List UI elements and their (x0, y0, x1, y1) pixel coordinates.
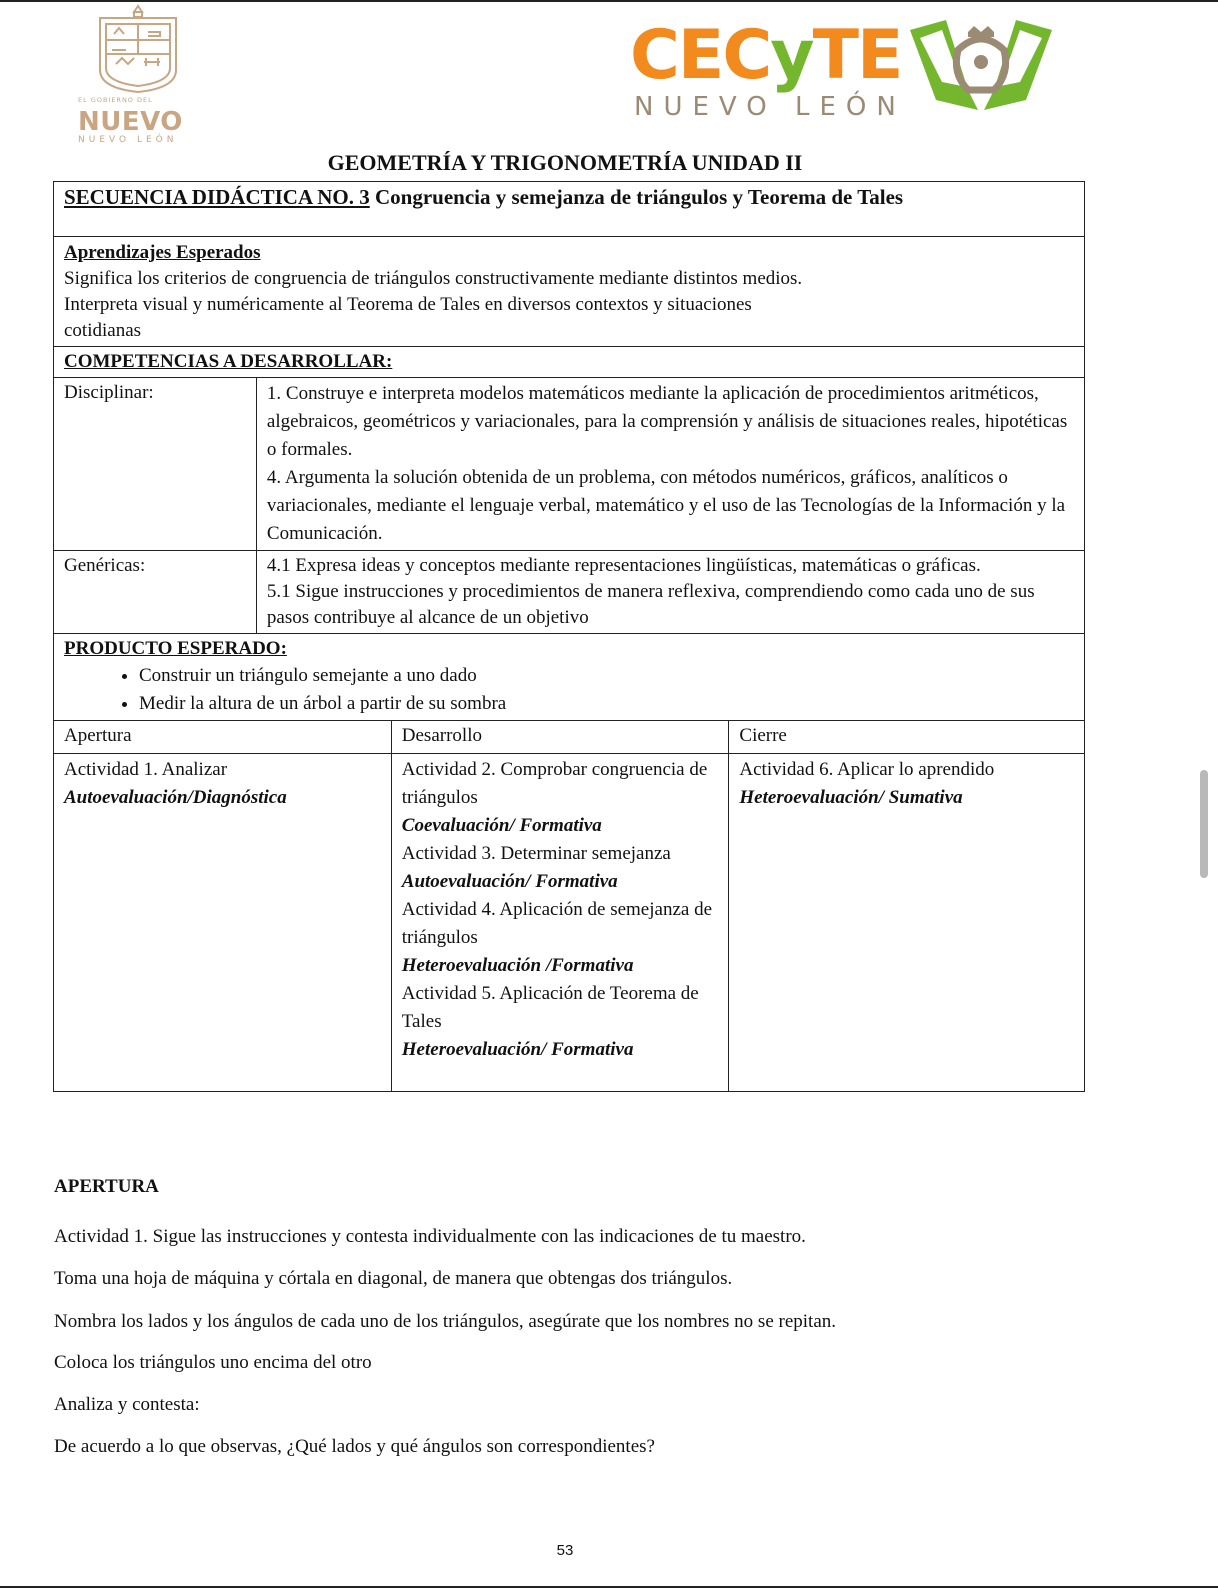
cecyte-word-part1: CEC (630, 16, 771, 95)
open-book-lion-icon (906, 20, 1056, 116)
instruction-paragraph-1: Actividad 1. Sigue las instrucciones y contesta individualmente con las indicaciones de tu maestro. (54, 1226, 806, 1247)
phase-apertura: Apertura (54, 721, 392, 754)
activity-1-evaluation: Autoevaluación/Diagnóstica (64, 787, 287, 808)
nl-sub-text: NUEVO LEÓN (78, 135, 178, 145)
activity-6: Actividad 6. Aplicar lo aprendido (739, 759, 995, 780)
product-list (64, 662, 1074, 718)
expected-learning-line-2: Interpreta visual y numéricamente al Teorema de Tales en diversos contextos y situaciones (64, 294, 752, 315)
coat-of-arms-icon (78, 4, 198, 96)
nl-small-text: EL GOBIERNO DEL (78, 96, 153, 104)
activity-4: Actividad 4. Aplicación de semejanza de triángulos (401, 899, 712, 948)
activity-3: Actividad 3. Determinar semejanza (401, 843, 671, 864)
apertura-heading: APERTURA (54, 1176, 159, 1197)
activity-3-evaluation: Autoevaluación/ Formativa (401, 871, 618, 892)
genericas-item-5-1: 5.1 Sigue instrucciones y procedimientos de manera reflexiva, comprendiendo como cada uno de sus pasos contribuye al alcance de un objetivo (266, 581, 1035, 628)
question-paragraph: De acuerdo a lo que observas, ¿Qué lados y qué ángulos son correspondientes? (54, 1436, 655, 1457)
document-title: GEOMETRÍA Y TRIGONOMETRÍA UNIDAD II (327, 150, 803, 175)
didactic-sequence-table (53, 181, 1085, 1092)
activity-5: Actividad 5. Aplicación de Teorema de Tales (401, 983, 699, 1032)
apertura-activities (54, 754, 392, 1092)
instruction-paragraph-5: Analiza y contesta: (54, 1394, 200, 1415)
expected-learning-line-3: cotidianas (64, 320, 142, 341)
bottom-border (0, 1586, 1218, 1588)
product-bullet-1: • Construir un triángulo semejante a uno dado (139, 662, 1074, 690)
cierre-activities (729, 754, 1085, 1092)
desarrollo-activities (391, 754, 729, 1092)
disciplinar-row (54, 378, 1085, 551)
disciplinar-item-1: 1. Construye e interpreta modelos matemáticos mediante la aplicación de procedimientos aritméticos, algebraicos, geométricos y variacionales, para la comprensión y análisis de situaciones reales, hipotéticas o formales. (266, 383, 1068, 460)
expected-learning-row (54, 237, 1085, 347)
scrollbar-thumb[interactable] (1200, 770, 1208, 878)
product-heading: PRODUCTO ESPERADO: (64, 638, 287, 659)
activity-6-evaluation: Heteroevaluación/ Sumativa (739, 787, 963, 808)
activity-5-evaluation: Heteroevaluación/ Formativa (401, 1039, 634, 1060)
instruction-paragraph-3: Nombra los lados y los ángulos de cada uno de los triángulos, asegúrate que los nombres no se repitan. (54, 1311, 836, 1332)
product-bullet-2: • Medir la altura de un árbol a partir de su sombra (139, 690, 1074, 718)
competencies-heading: COMPETENCIAS A DESARROLLAR: (64, 351, 393, 372)
sequence-label: SECUENCIA DIDÁCTICA NO. 3 (64, 185, 370, 209)
cecyte-sub-text: NUEVO LEÓN (634, 92, 906, 122)
activity-4-evaluation: Heteroevaluación /Formativa (401, 955, 634, 976)
instruction-paragraph-2: Toma una hoja de máquina y córtala en diagonal, de manera que obtengas dos triángulos. (54, 1268, 733, 1289)
page-number: 53 (556, 1542, 574, 1559)
expected-learning-line-1: Significa los criterios de congruencia de triángulos constructivamente mediante distintos medios. (64, 268, 803, 289)
disciplinar-label: Disciplinar: (54, 378, 257, 551)
genericas-row (54, 551, 1085, 634)
cecyte-wordmark (630, 16, 901, 95)
activities-row (54, 754, 1085, 1092)
activity-1: Actividad 1. Analizar (64, 759, 228, 780)
nl-big-text: NUEVO (78, 107, 183, 137)
activity-2: Actividad 2. Comprobar congruencia de triángulos (401, 759, 708, 808)
sequence-row (54, 182, 1085, 237)
nuevo-leon-logo (78, 4, 198, 146)
phase-header-row (54, 721, 1085, 754)
disciplinar-item-4: 4. Argumenta la solución obtenida de un problema, con métodos numéricos, gráficos, analíticos o variacionales, mediante el lenguaje verbal, matemático y el uso de las Tecnologías de la Información y la Comunicación. (266, 467, 1066, 544)
sequence-title: Congruencia y semejanza de triángulos y Teorema de Tales (374, 185, 904, 209)
cecyte-word-part3: TE (812, 16, 902, 95)
top-border (0, 0, 1218, 2)
activity-2-evaluation: Coevaluación/ Formativa (401, 815, 602, 836)
genericas-label: Genéricas: (54, 551, 257, 634)
competencies-heading-row (54, 347, 1085, 378)
phase-desarrollo: Desarrollo (391, 721, 729, 754)
product-row (54, 634, 1085, 721)
cecyte-word-part2: y (770, 16, 813, 95)
instruction-paragraph-4: Coloca los triángulos uno encima del otro (54, 1352, 372, 1373)
cecyte-logo (630, 16, 1070, 130)
genericas-item-4-1: 4.1 Expresa ideas y conceptos mediante representaciones lingüísticas, matemáticas o gráficas. (266, 555, 981, 576)
expected-learning-heading: Aprendizajes Esperados (64, 242, 261, 263)
phase-cierre: Cierre (729, 721, 1085, 754)
